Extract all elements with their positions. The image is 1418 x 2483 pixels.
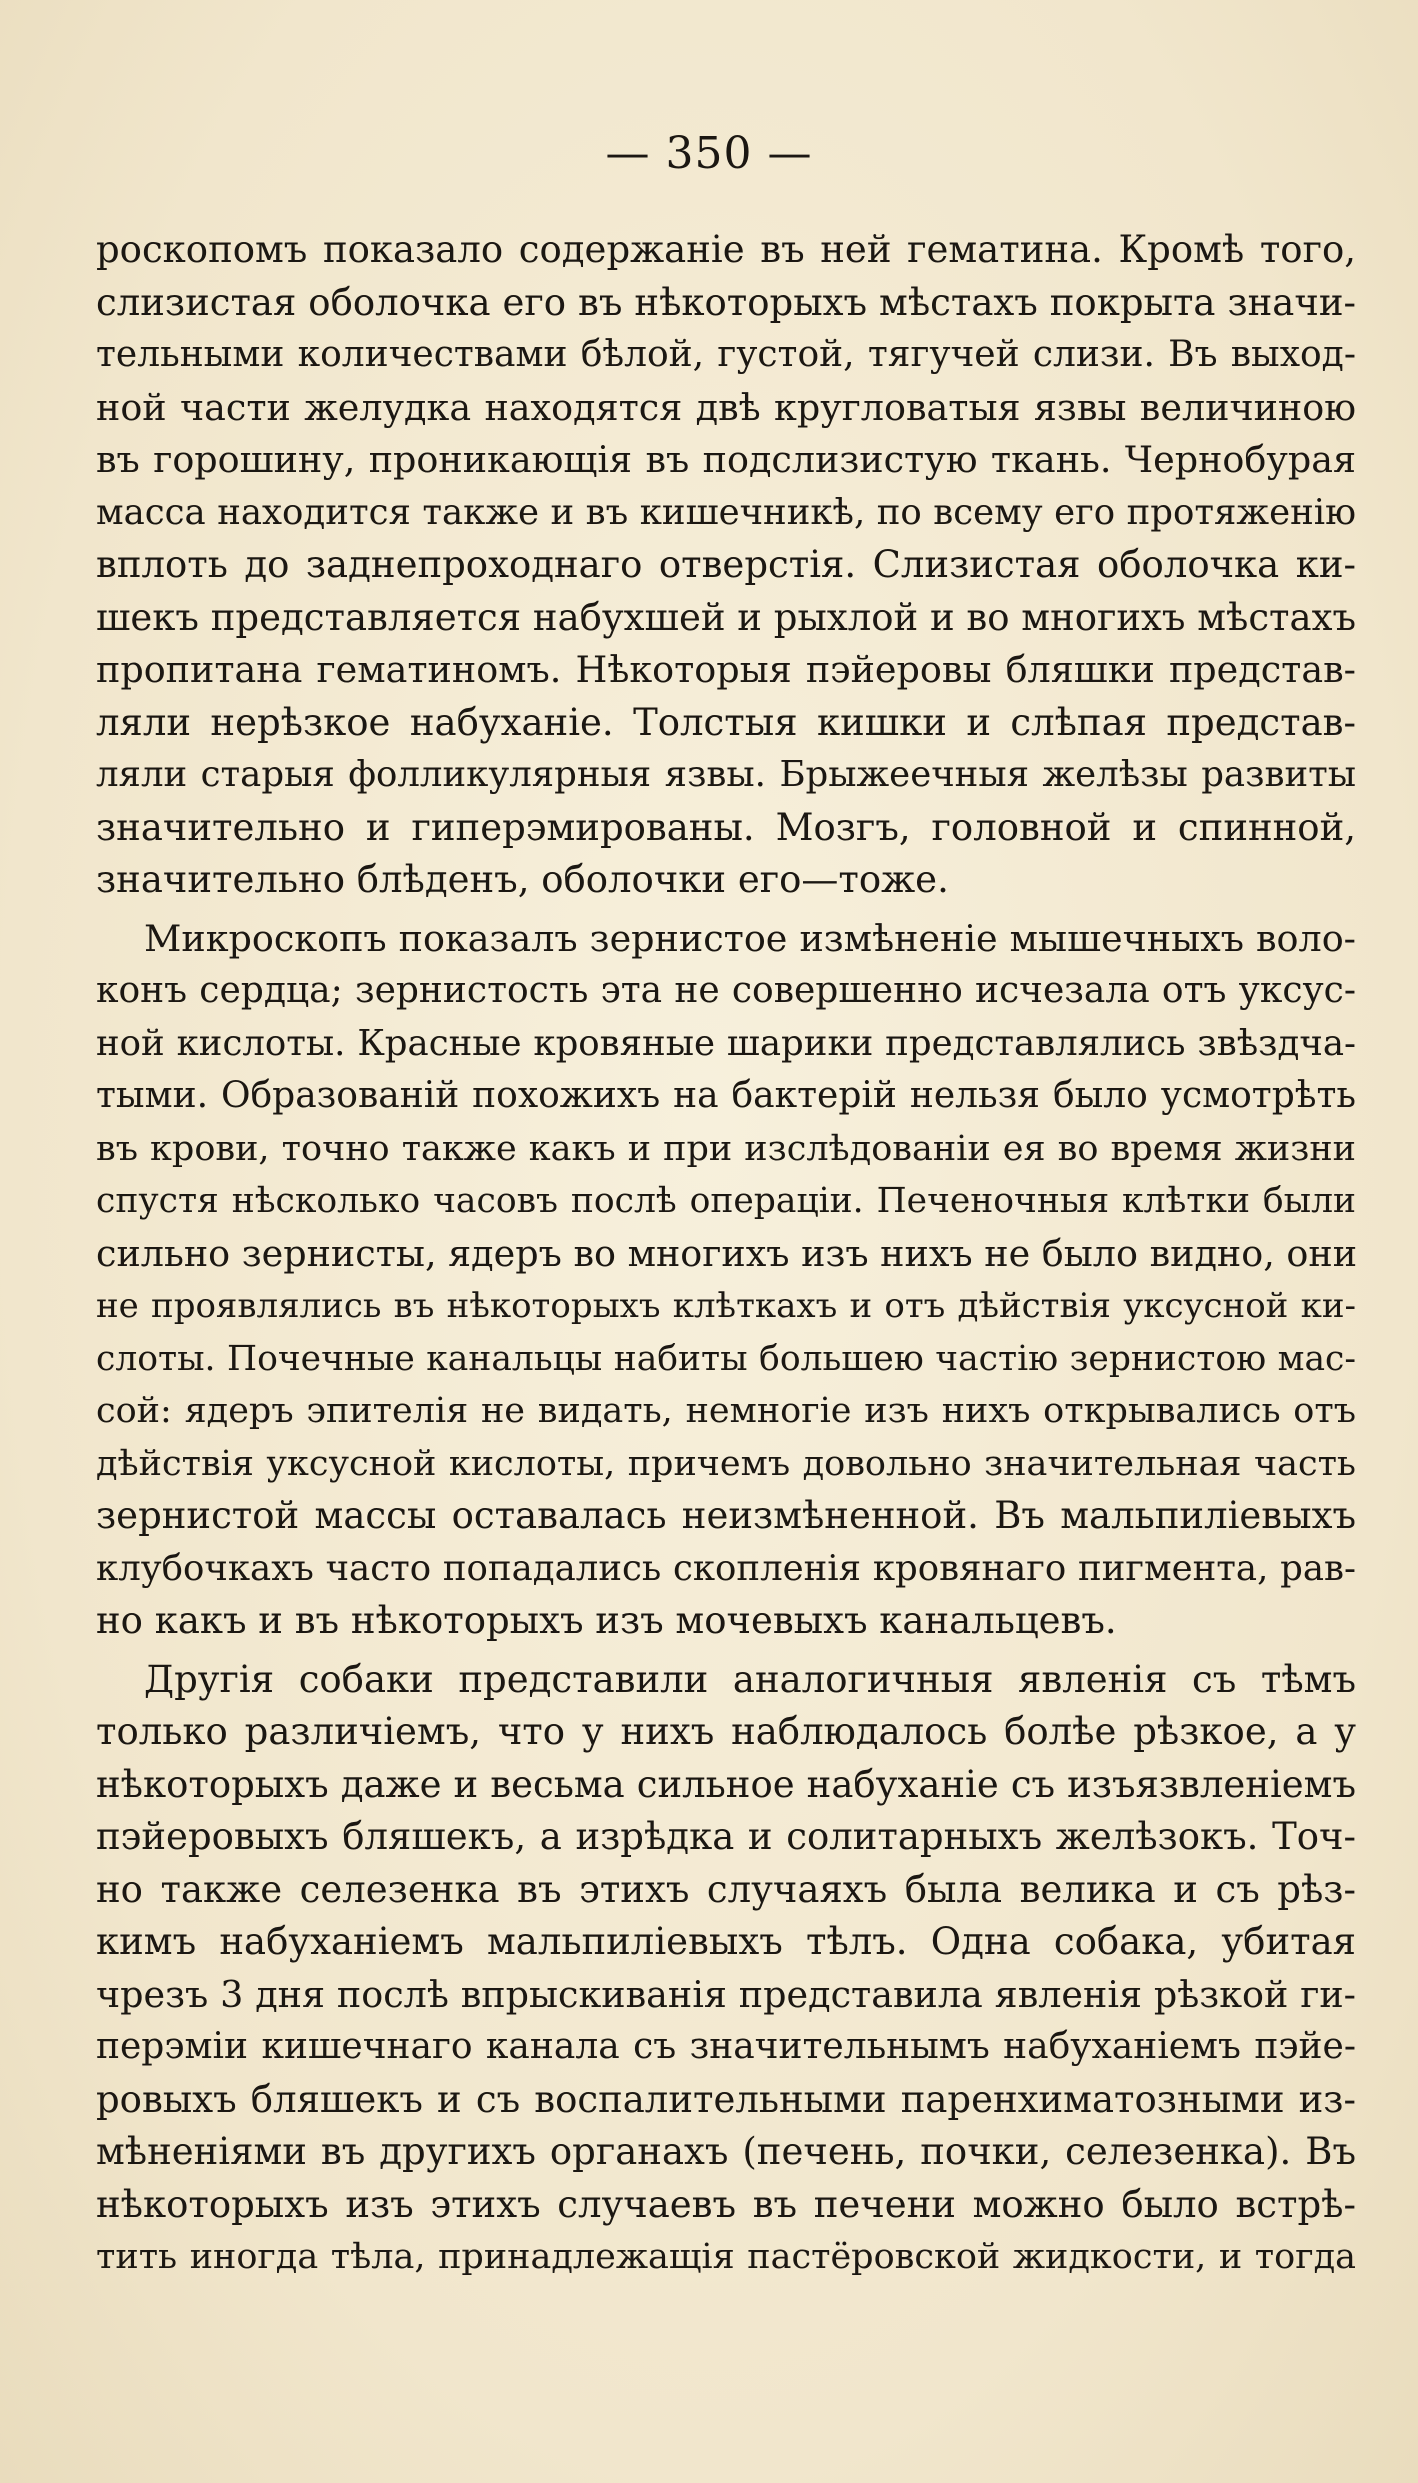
text-line: перэміи кишечнаго канала съ значительнымъ набуханіемъ пэйе- xyxy=(96,2026,1356,2067)
text-line: пропитана гематиномъ. Нѣкоторыя пэйеровы бляшки представ- xyxy=(96,648,1356,691)
paragraph-3 xyxy=(96,1654,1356,2284)
text-line: конъ сердца; зернистость эта не совершенно исчезала отъ уксус- xyxy=(96,970,1356,1011)
page-number: — 350 — xyxy=(605,128,813,179)
text-line: ной кислоты. Красные кровяные шарики представлялись звѣздча- xyxy=(96,1022,1356,1064)
text-line: слоты. Почечные канальцы набиты большею частію зернистою мас- xyxy=(96,1338,1356,1379)
body-text xyxy=(96,224,1356,2284)
text-line: спустя нѣсколько часовъ послѣ операціи. Печеночныя клѣтки были xyxy=(96,1181,1356,1221)
text-line: не проявлялись въ нѣкоторыхъ клѣткахъ и отъ дѣйствія уксусной ки- xyxy=(96,1286,1356,1326)
text-line: только различіемъ, что у нихъ наблюдалось болѣе рѣзкое, а у xyxy=(96,1710,1356,1753)
text-line: шекъ представляется набухшей и рыхлой и во многихъ мѣстахъ xyxy=(96,595,1356,639)
text-line: вплоть до заднепроходнаго отверстія. Слизистая оболочка ки- xyxy=(96,543,1356,586)
text-line: ляли старыя фолликулярныя язвы. Брыжеечныя желѣзы развиты xyxy=(96,754,1356,795)
text-line: ляли нерѣзкое набуханіе. Толстыя кишки и слѣпая представ- xyxy=(96,700,1356,744)
text-line: ной части желудка находятся двѣ кругловатыя язвы величиною xyxy=(96,385,1356,429)
text-line: пэйеровыхъ бляшекъ, а изрѣдка и солитарныхъ желѣзокъ. Точ- xyxy=(96,1815,1356,1858)
text-line: масса находится также и въ кишечникѣ, по всему его протяженію xyxy=(96,491,1356,533)
text-line: Микроскопъ показалъ зернистое измѣненіе мышечныхъ воло- xyxy=(144,916,1356,960)
paragraph-2 xyxy=(96,913,1356,1648)
text-line: сой: ядеръ эпителія не видать, немногіе изъ нихъ открывались отъ xyxy=(96,1391,1356,1431)
text-line: значительно и гиперэмированы. Мозгъ, головной и спинной, xyxy=(96,805,1356,849)
text-line: нѣкоторыхъ изъ этихъ случаевъ въ печени можно было встрѣ- xyxy=(96,2182,1356,2226)
text-line: тыми. Образованій похожихъ на бактерій нельзя было усмотрѣть xyxy=(96,1075,1356,1116)
paragraph-1 xyxy=(96,224,1356,907)
text-line: сильно зернисты, ядеръ во многихъ изъ нихъ не было видно, они xyxy=(96,1231,1358,1275)
text-line: зернистой массы оставалась неизмѣненной. Въ мальпиліевыхъ xyxy=(96,1494,1356,1537)
text-line: роскопомъ показало содержаніе въ ней гематина. Кромѣ того, xyxy=(96,228,1356,271)
text-line: значительно блѣденъ, оболочки его—тоже. xyxy=(96,858,949,901)
text-line: Другія собаки представили аналогичныя явленія съ тѣмъ xyxy=(144,1657,1356,1701)
text-line: но какъ и въ нѣкоторыхъ изъ мочевыхъ канальцевъ. xyxy=(96,1599,1117,1642)
text-line: клубочкахъ часто попадались скопленія кровянаго пигмента, рав- xyxy=(96,1547,1356,1589)
text-line: мѣненіями въ другихъ органахъ (печень, почки, селезенка). Въ xyxy=(96,2130,1356,2173)
text-line: въ горошину, проникающія въ подслизистую ткань. Чернобурая xyxy=(96,438,1356,481)
text-line: слизистая оболочка его въ нѣкоторыхъ мѣстахъ покрыта значи- xyxy=(96,280,1356,324)
text-line: тельными количествами бѣлой, густой, тягучей слизи. Въ выход- xyxy=(96,334,1356,375)
text-line: ровыхъ бляшекъ и съ воспалительными паренхиматозными из- xyxy=(96,2077,1356,2121)
text-line: нѣкоторыхъ даже и весьма сильное набуханіе съ изъязвленіемъ xyxy=(96,1762,1356,1806)
text-line: дѣйствія уксусной кислоты, причемъ довольно значительная часть xyxy=(96,1443,1356,1484)
text-line: кимъ набуханіемъ мальпиліевыхъ тѣлъ. Одна собака, убитая xyxy=(96,1920,1356,1963)
text-line: въ крови, точно также какъ и при изслѣдованіи ея во время жизни xyxy=(96,1128,1356,1169)
text-line: тить иногда тѣла, принадлежащія пастёровской жидкости, и тогда xyxy=(96,2237,1356,2277)
text-line: чрезъ 3 дня послѣ впрыскиванія представила явленія рѣзкой ги- xyxy=(96,1972,1356,2016)
text-line: но также селезенка въ этихъ случаяхъ была велика и съ рѣз- xyxy=(96,1867,1356,1911)
